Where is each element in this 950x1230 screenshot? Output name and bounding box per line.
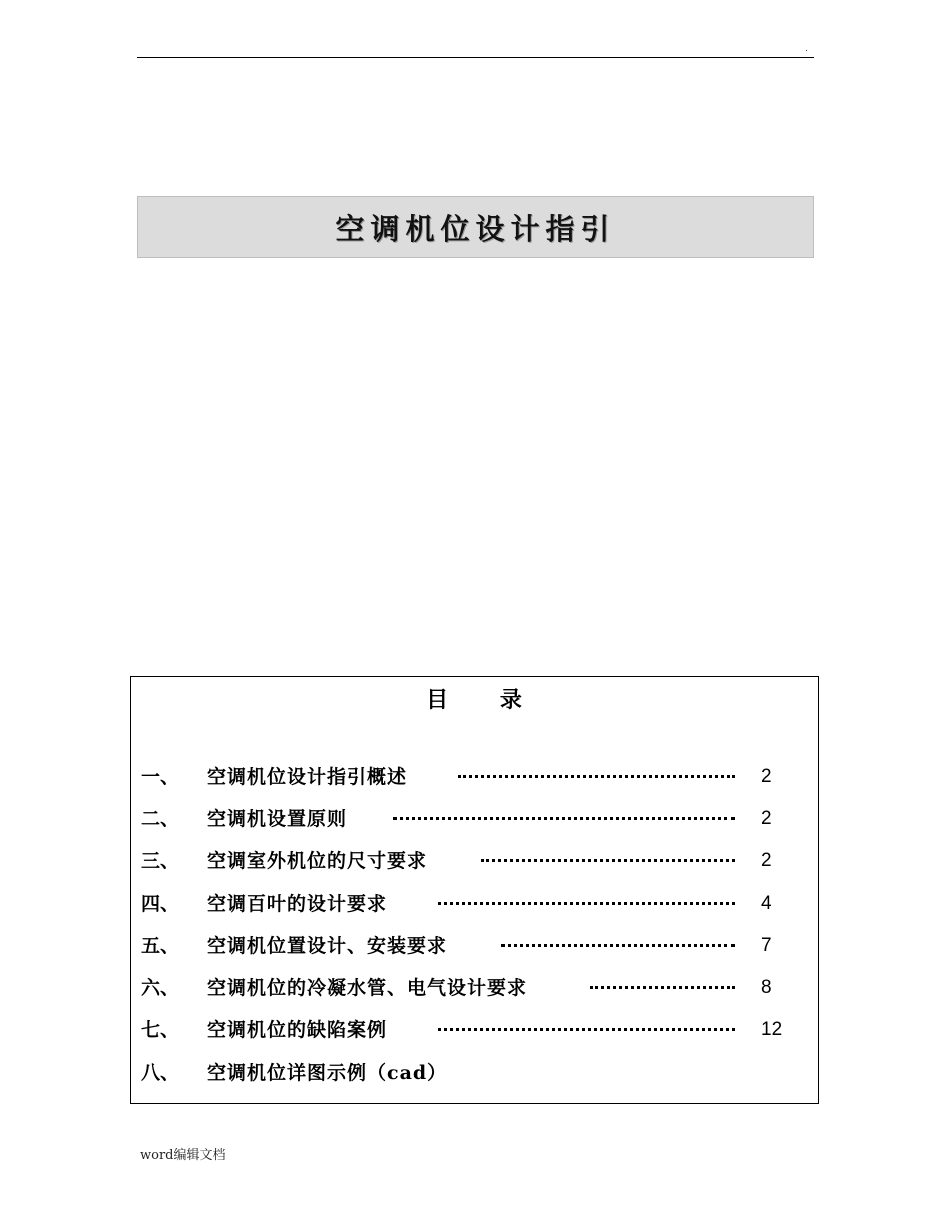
toc-entry-number: 三、	[141, 850, 180, 872]
toc-entry-number: 二、	[141, 808, 180, 830]
toc-entry-page: 2	[761, 808, 772, 829]
toc-entry-label: 空调机设置原则	[207, 808, 348, 830]
toc-entry[interactable]	[131, 1016, 818, 1044]
toc-leader-dots	[438, 1028, 735, 1031]
toc-leader-dots	[590, 986, 735, 989]
toc-entry-page: 2	[761, 850, 772, 871]
toc-entry-page: 4	[761, 893, 772, 914]
toc-entry-page: 2	[761, 766, 772, 787]
toc-entry-label: 空调机位置设计、安装要求	[207, 935, 448, 957]
toc-entry[interactable]	[131, 890, 818, 918]
toc-entry-label: 空调机位详图示例（cad）	[207, 1062, 448, 1084]
toc-leader-dots	[501, 944, 735, 947]
toc-heading: 目 录	[426, 688, 523, 713]
header-rule	[137, 57, 814, 58]
toc-entry-page: 7	[761, 935, 772, 956]
toc-leader-dots	[438, 902, 735, 905]
toc-entry-label: 空调机位的冷凝水管、电气设计要求	[207, 977, 528, 999]
toc-entry-number: 八、	[141, 1062, 180, 1084]
toc-leader-dots	[481, 859, 735, 862]
toc-entry[interactable]	[131, 763, 818, 791]
toc-entry-label: 空调室外机位的尺寸要求	[207, 850, 428, 872]
toc-entry-label: 空调百叶的设计要求	[207, 893, 388, 915]
toc-leader-dots	[458, 775, 735, 778]
toc-entry[interactable]	[131, 932, 818, 960]
toc-entry-number: 六、	[141, 977, 180, 999]
toc-entry-number: 四、	[141, 893, 180, 915]
table-of-contents	[130, 676, 819, 1104]
toc-entry-number: 七、	[141, 1019, 180, 1041]
toc-entry[interactable]	[131, 974, 818, 1002]
title-banner	[137, 196, 814, 258]
toc-entry[interactable]	[131, 847, 818, 875]
toc-entry-page: 12	[761, 1019, 783, 1040]
footer-text: word编辑文档	[140, 1148, 226, 1163]
toc-leader-dots	[393, 817, 735, 820]
toc-entry-number: 一、	[141, 766, 180, 788]
toc-entry[interactable]	[131, 1059, 818, 1087]
document-title: 空调机位设计指引	[335, 211, 616, 246]
toc-entry-number: 五、	[141, 935, 180, 957]
toc-entry-page: 8	[761, 977, 772, 998]
toc-entry[interactable]	[131, 805, 818, 833]
toc-entry-label: 空调机位设计指引概述	[207, 766, 408, 788]
toc-entry-label: 空调机位的缺陷案例	[207, 1019, 388, 1041]
header-mark: .	[805, 44, 808, 54]
